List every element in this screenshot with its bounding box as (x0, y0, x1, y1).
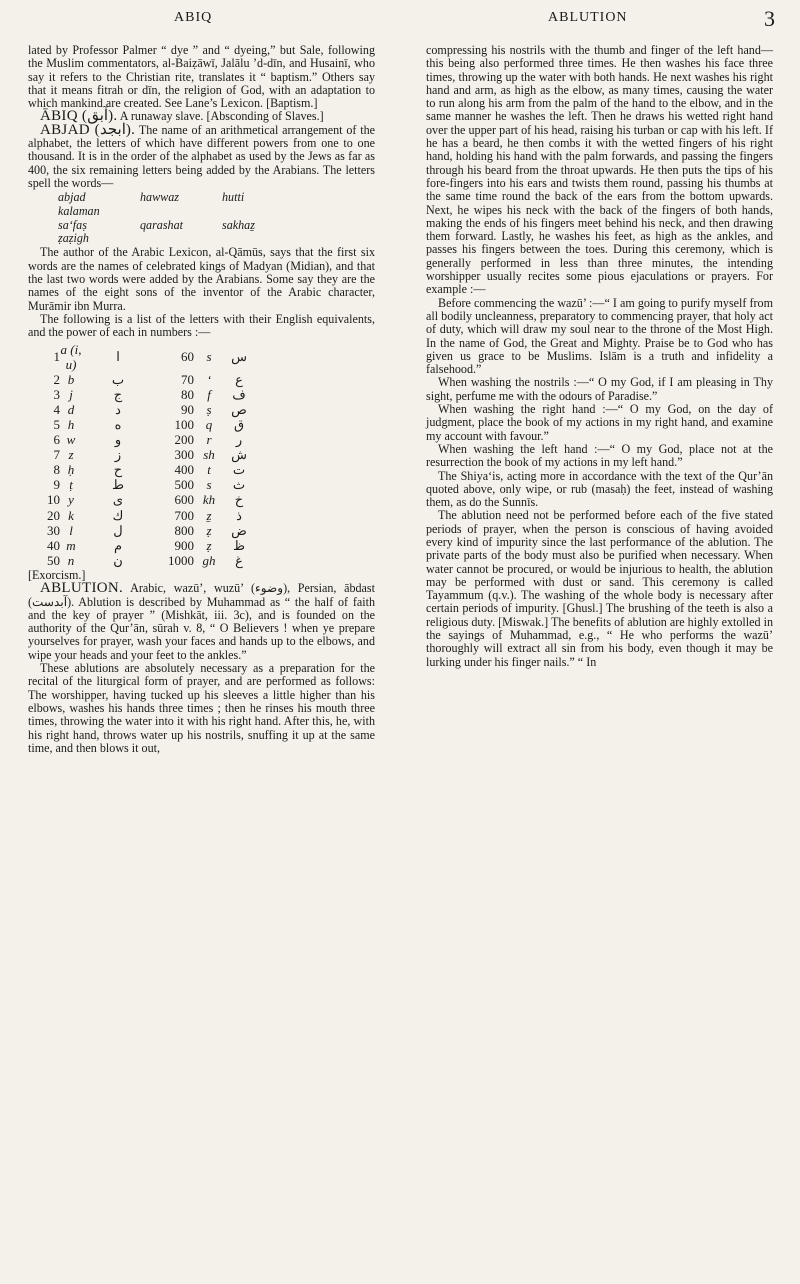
abjad-number: 50 (47, 552, 60, 568)
running-head-right: ABLUTION (548, 10, 628, 25)
abjad-arabic: ل (113, 522, 123, 538)
cross-reference-exorcism: [Exorcism.] (28, 567, 86, 582)
abjad-arabic: ن (113, 552, 123, 568)
abjad-arabic: ك (112, 507, 124, 523)
abjad-arabic: ض (231, 522, 247, 538)
abjad-number: 700 (174, 507, 194, 523)
abjad-arabic: ظ (232, 537, 246, 553)
abjad-number: 4 (53, 401, 60, 417)
abjad-words-line-1 (28, 191, 375, 218)
abjad-number: 2 (53, 371, 60, 387)
shiya-practice-paragraph: The Shiya‘is, acting more in accordance with the text of the Qur’ān quoted above, only wipe, or rub (masaḥ) the feet, instead of washing them, as do the Sunnīs. (426, 468, 773, 510)
abjad-row (38, 417, 254, 432)
abjad-arabic: ط (111, 477, 125, 493)
abjad-arabic: ر (235, 432, 243, 448)
prayer-left-hand: When washing the left hand :—“ O my God, place not at the resurrection the book of my actions in my left hand.” (426, 441, 773, 470)
abjad-definition: The name of an arithmetical arrangement of the alphabet, the letters of which have different powers from one to one thousand. It is in the order of the alphabet as used by the Jews as far as 400, the six remaining letters being added by the Arabians. The letters spell the words— (28, 122, 376, 190)
prayer-nostrils: When washing the nostrils :—“ O my God, if I am pleasing in Thy sight, perfume me with the odours of Paradise.” (426, 375, 773, 403)
abjad-arabic: ق (233, 417, 245, 432)
abjad-number: 7 (53, 447, 60, 463)
abjad-letter: ẕ (206, 507, 212, 523)
abjad-letter: k (68, 507, 74, 523)
abjad-row (38, 553, 254, 568)
abjad-arabic: م (113, 537, 123, 553)
abjad-arabic: د (115, 401, 121, 417)
abjad-letter: r (206, 432, 212, 448)
abiq-definition: A runaway slave. [Absconding of Slaves.] (117, 109, 324, 124)
abjad-letter: d (67, 401, 75, 417)
abjad-number: 3 (53, 386, 60, 402)
abjad-letter: y (68, 492, 74, 508)
abjad-letter: ṭ (69, 477, 73, 493)
abjad-row (38, 432, 254, 447)
abjad-number: 60 (181, 349, 194, 365)
abjad-row (38, 538, 254, 553)
running-head-left: ABIQ (174, 10, 213, 25)
abjad-letter: t (207, 462, 211, 478)
abjad-number: 5 (53, 417, 60, 432)
abjad-author-paragraph: The author of the Arabic Lexicon, al-Qāmūs, says that the first six words are the names of celebrated kings of Madyan (Midian), and that the last two words were added by the Arabians. Some say they are the names of the eight sons of the inventor of the Arabic character, Murāmir ibn Murra. (28, 245, 375, 313)
abjad-number: 600 (174, 492, 194, 508)
baptism-continuation: lated by Professor Palmer “ dye ” and “ dyeing,” but Sale, following the Muslim commentators, al-Baiẓāwī, Jalālu ’d-dīn, and Husainī, who say it refers to the Christian rite, translates it “ baptism.” Others say that it means fitrah or dīn, the religion of God, with an adaptation to which mankind are created. See Lane’s Lexicon. [Baptism.] (28, 43, 375, 111)
abjad-arabic: و (114, 432, 122, 448)
abjad-arabic: ف (232, 386, 246, 402)
abjad-letter: a (i, u) (60, 341, 82, 372)
abjad-arabic: ه (114, 417, 122, 432)
abjad-number: 90 (181, 401, 194, 417)
abjad-word: sakhaẕ (222, 217, 255, 232)
entry-abjad (28, 121, 376, 190)
abjad-letter: ẓ (206, 522, 212, 538)
entry-ablution (28, 582, 375, 662)
abjad-arabic: ع (235, 371, 243, 387)
abjad-number: 30 (47, 522, 60, 538)
abjad-number: 20 (47, 507, 60, 523)
abjad-arabic: ش (231, 447, 247, 463)
abjad-number: 200 (174, 432, 194, 448)
headword-ablution: ABLUTION. (40, 580, 124, 597)
abjad-letter: w (66, 432, 76, 448)
abjad-letter: z (68, 447, 74, 463)
abjad-row (38, 523, 254, 538)
abjad-row (38, 508, 254, 523)
abjad-word: sa‘faṣ (58, 217, 87, 232)
abjad-number: 900 (174, 537, 194, 553)
abjad-letter: sh (203, 447, 215, 463)
prayer-right-hand: When washing the right hand :—“ O my God, on the day of judgment, place the book of my actions in my right hand, and examine my account with favour.” (426, 402, 773, 443)
ablution-procedure-paragraph: These ablutions are absolutely necessary as a preparation for the recital of the liturgical form of prayer, and are performed as follows: The worshipper, having tucked up his sleeves a little higher than his elbows, washes his hands three times ; then he rinses his mouth three times, throwing the water into it with his right hand. After this, he, with his right hand, throws water up his nostrils, snuffing it up at the same time, and then blows it out, (28, 661, 375, 755)
abjad-letter: q (205, 417, 213, 432)
abjad-number: 1 (53, 349, 60, 365)
abjad-words-line-2 (28, 219, 375, 246)
abjad-arabic: ت (232, 462, 246, 478)
abjad-arabic: خ (234, 492, 244, 508)
abjad-row (38, 342, 254, 372)
abjad-table (38, 342, 254, 568)
abjad-letter: ‘ (206, 371, 212, 387)
abjad-number: 1000 (168, 552, 194, 568)
abjad-word: hawwaz (140, 190, 179, 205)
abjad-letter: j (69, 386, 73, 402)
abjad-arabic: ح (113, 462, 123, 478)
ablution-procedure-continued: compressing his nostrils with the thumb and finger of the left hand—this being also performed three times. He then washes his face three times, throwing up the water with both hands. He next washes his right hand and arm, as high as the elbow, as many times, causing the water to run along his arm from the palm of the hand to the elbow, and in the same manner he washes the left. Then he draws his wetted right hand over the upper part of his head, raising his turban or cap with his left. If he has a beard, he then combs it with the wetted fingers of his right hand, holding his hand with the palm forwards, and passing the fingers through his beard from the throat upwards. He then puts the tips of his fore-fingers into his ears and twists them round, passing his thumbs at the same time round the back of the ears from the bottom upwards. Next, he wipes his neck with the back of the fingers of both hands, making the ends of his fingers meet behind his neck, and then drawing them forward. Lastly, he washes his feet, as high as the ankles, and passes his fingers between the toes. During this ceremony, which is generally performed in less than three minutes, the intending worshipper usually recites some pious ejaculations or prayers. For example :— (426, 43, 773, 297)
abjad-row (38, 402, 254, 417)
abjad-arabic: غ (235, 552, 243, 568)
abjad-letter: n (67, 552, 75, 568)
abjad-letter: h (67, 417, 75, 432)
left-column (28, 44, 375, 755)
abjad-number: 10 (47, 492, 60, 508)
abjad-number: 40 (47, 537, 60, 553)
abjad-letter: s (206, 349, 212, 365)
abjad-arabic: ا (116, 349, 120, 365)
abjad-number: 80 (181, 386, 194, 402)
page-number: 3 (764, 6, 776, 31)
abjad-letter: ṣ (206, 401, 212, 417)
abjad-number: 500 (174, 477, 194, 493)
abjad-letter: b (67, 371, 75, 387)
abjad-list-intro: The following is a list of the letters with their English equivalents, and the power of each in numbers :— (28, 311, 375, 340)
right-column (426, 44, 773, 669)
abjad-letter: m (66, 537, 76, 553)
abjad-row (38, 387, 254, 402)
headword-abiq: ĀBIQ (آبق). (40, 108, 118, 125)
abjad-number: 70 (181, 371, 194, 387)
abjad-number: 8 (53, 462, 60, 478)
abjad-number: 800 (174, 522, 194, 538)
abjad-letter: ḥ (67, 462, 75, 478)
abjad-arabic: ذ (236, 507, 242, 523)
prayer-before-wazu: Before commencing the wazū’ :—“ I am going to purify myself from all bodily uncleanness, preparatory to commencing prayer, that holy act of duty, which will draw my soul near to the throne of the Most High. In the name of God, the Great and Mighty. Praise be to God who has given us grace to be Muslims. Islām is a truth and infidelity a falsehood.” (426, 295, 773, 377)
abjad-number: 100 (174, 417, 194, 432)
abjad-arabic: س (231, 349, 247, 365)
abjad-letter: ẓ (206, 537, 212, 553)
abjad-number: 9 (53, 477, 60, 493)
abjad-word: abjad (58, 190, 86, 205)
abjad-row (38, 447, 254, 462)
abjad-word: hutti (222, 190, 245, 205)
abjad-letter: gh (202, 552, 216, 568)
headword-abjad: ABJAD (ابجد). (40, 121, 136, 138)
abjad-table-body (38, 342, 254, 568)
ablution-definition: Arabic, wazū’, wuzū’ (وضوء), Persian, ābdast (آبدست). Ablution is described by Muhammad as “ the half of faith and the key of prayer ” (Mishkāt, iii. 3c), and is founded on the authority of the Qur’ān, sūrah v. 8, “ O Believers ! when ye prepare yourselves for prayer, wash your faces and hands up to the elbows, and wipe your heads and your feet to the ankles.” (28, 581, 375, 662)
abjad-word: kalaman (58, 203, 100, 218)
ablution-rules-paragraph: The ablution need not be performed before each of the five stated periods of prayer, when the person is conscious of having avoided every kind of impurity since the last performance of the ablution. The private parts of the body must also be purified when necessary. When water cannot be procured, or would be injurious to health, the ablution may be performed with dust or sand. This ceremony is called Tayammum (q.v.). The washing of the whole body is necessary after certain periods of impurity. [Ghusl.] The brushing of the teeth is also a religious duty. [Miswak.] The benefits of ablution are highly extolled in the sayings of Muhammad, e.g., “ He who performs the wazū’ thoroughly will extract all sin from his body, even though it may be lurking under his finger nails.” “ In (426, 508, 773, 669)
abjad-number: 300 (174, 447, 194, 463)
abjad-row (38, 372, 254, 387)
abjad-letter: kh (202, 492, 216, 508)
abjad-row (38, 462, 254, 477)
abjad-letter: l (69, 522, 73, 538)
abjad-letter: s (206, 477, 212, 493)
abjad-word: qarashat (140, 217, 184, 232)
abjad-arabic: ب (111, 371, 125, 387)
abjad-arabic: ى (112, 492, 124, 508)
abjad-row (38, 492, 254, 507)
abjad-word: ẓaẓigh (58, 231, 89, 246)
running-head (0, 6, 800, 32)
abjad-arabic: ث (232, 477, 246, 493)
abjad-arabic: ج (113, 386, 123, 402)
abjad-arabic: ص (231, 401, 247, 417)
abjad-number: 6 (53, 432, 60, 448)
abjad-letter: f (207, 386, 211, 402)
abjad-row (38, 477, 254, 492)
abjad-arabic: ز (114, 447, 122, 463)
abjad-number: 400 (174, 462, 194, 478)
